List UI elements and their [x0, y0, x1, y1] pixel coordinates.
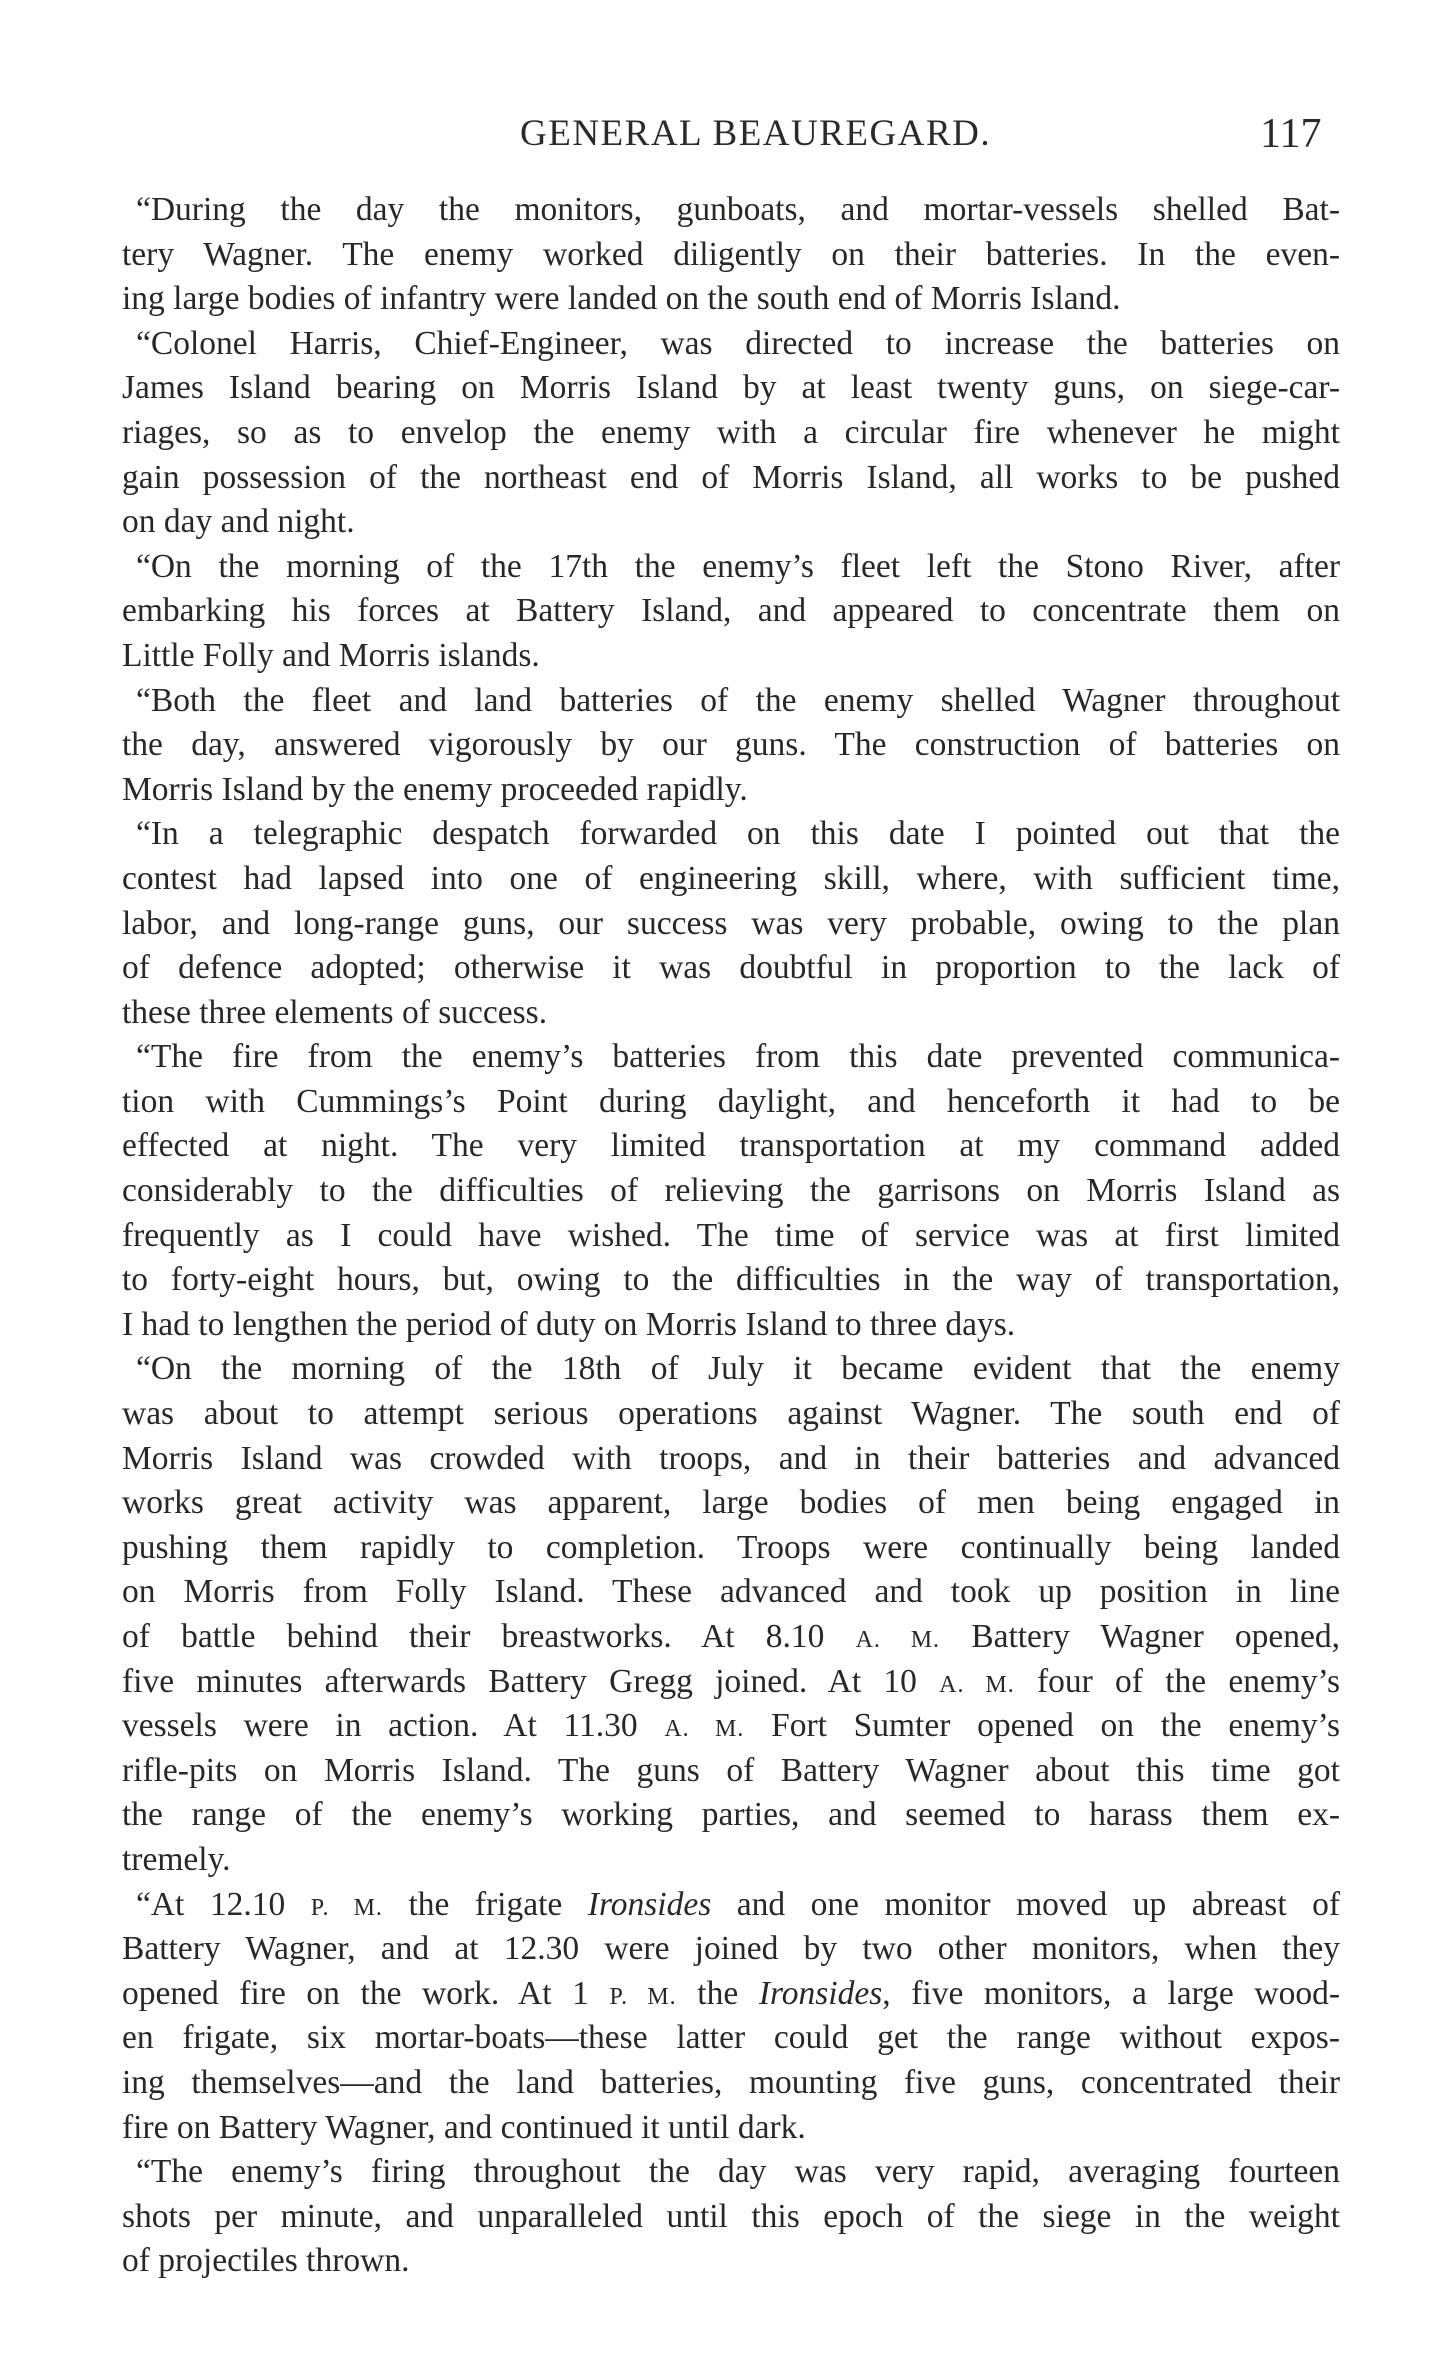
text-line: effected at night. The very limited transportation at my command added	[122, 1127, 1340, 1165]
ship-name-italic: Ironsides	[758, 1974, 883, 2012]
text-line: ing themselves—and the land batteries, mounting five guns, concentrated their	[122, 2063, 1340, 2101]
text-line: works great activity was apparent, large bodies of men being engaged in	[122, 1484, 1340, 1522]
text-line: James Island bearing on Morris Island by at least twenty guns, on siege-car-	[122, 369, 1340, 407]
small-caps-am: A. M.	[939, 1671, 1015, 1698]
text-line: “During the day the monitors, gunboats, and mortar-vessels shelled Bat-	[136, 191, 1340, 228]
text-line	[122, 1615, 1340, 1660]
running-head: GENERAL BEAUREGARD.	[520, 113, 992, 154]
text-line: tremely.	[122, 1840, 231, 1878]
text-line: labor, and long-range guns, our success was very probable, owing to the plan	[122, 904, 1340, 942]
text-line: “In a telegraphic despatch forwarded on this date I pointed out that the	[136, 815, 1340, 853]
body-text	[122, 188, 1340, 2284]
text-span: of battle behind their breastworks. At 8.10	[122, 1618, 825, 1655]
text-line: pushing them rapidly to completion. Troops were continually being landed	[122, 1528, 1340, 1566]
text-span: Fort Sumter opened on the enemy’s	[771, 1707, 1341, 1745]
small-caps-am: A. M.	[855, 1627, 941, 1653]
text-line	[122, 1972, 1340, 2017]
text-line	[122, 1704, 1340, 1749]
small-caps-pm: P. M.	[609, 1983, 677, 2010]
text-line: embarking his forces at Battery Island, and appeared to concentrate them on	[122, 592, 1340, 630]
text-line: these three elements of success.	[122, 993, 548, 1031]
text-span: five minutes afterwards Battery Gregg joined. At 10	[122, 1662, 917, 1700]
small-caps-am: A. M.	[664, 1716, 745, 1743]
text-line: fire on Battery Wagner, and continued it until dark.	[122, 2108, 806, 2146]
text-line: was about to attempt serious operations against Wagner. The south end of	[122, 1395, 1340, 1433]
text-line: rifle-pits on Morris Island. The guns of Battery Wagner about this time got	[122, 1751, 1340, 1789]
text-line	[122, 1660, 1340, 1705]
text-line: considerably to the difficulties of relieving the garrisons on Morris Island as	[122, 1172, 1340, 1210]
text-line: of projectiles thrown.	[122, 2242, 410, 2280]
text-line: “The enemy’s firing throughout the day was very rapid, averaging fourteen	[136, 2153, 1340, 2191]
text-line: “On the morning of the 18th of July it became evident that the enemy	[136, 1350, 1340, 1388]
text-line: Little Folly and Morris islands.	[122, 636, 540, 674]
text-line: “Colonel Harris, Chief-Engineer, was directed to increase the batteries on	[136, 324, 1340, 362]
text-line: frequently as I could have wished. The time of service was at first limited	[122, 1216, 1340, 1254]
text-line: contest had lapsed into one of engineering skill, where, with sufficient time,	[122, 859, 1340, 897]
text-line: riages, so as to envelop the enemy with a circular fire whenever he might	[122, 413, 1340, 451]
text-line	[122, 1883, 1340, 1928]
text-line: of defence adopted; otherwise it was doubtful in proportion to the lack of	[122, 949, 1340, 987]
text-line: tery Wagner. The enemy worked diligently on their batteries. In the even-	[122, 235, 1340, 273]
text-span: , five monitors, a large wood-	[882, 1974, 1340, 2012]
small-caps-pm: P. M.	[310, 1894, 383, 1921]
text-span: and one monitor moved up abreast of	[736, 1885, 1341, 1923]
text-span: opened fire on the work. At 1	[122, 1974, 589, 2012]
text-span: Battery Wagner opened,	[971, 1618, 1341, 1655]
text-line: gain possession of the northeast end of Morris Island, all works to be pushed	[122, 458, 1340, 496]
text-span: four of the enemy’s	[1036, 1662, 1341, 1700]
text-line: “Both the fleet and land batteries of the enemy shelled Wagner throughout	[136, 681, 1340, 719]
text-line: ing large bodies of infantry were landed on the south end of Morris Island.	[122, 280, 1121, 318]
text-span: vessels were in action. At 11.30	[122, 1707, 638, 1745]
text-line: shots per minute, and unparalleled until this epoch of the siege in the weight	[122, 2197, 1340, 2235]
text-line: I had to lengthen the period of duty on Morris Island to three days.	[122, 1305, 1016, 1343]
text-line: the day, answered vigorously by our guns. The construction of batteries on	[122, 726, 1340, 764]
text-line: on Morris from Folly Island. These advanced and took up position in line	[122, 1573, 1340, 1611]
text-line: Morris Island by the enemy proceeded rapidly.	[122, 770, 748, 808]
page-number: 117	[1260, 111, 1322, 157]
text-span: the	[697, 1974, 739, 2012]
text-line: to forty-eight hours, but, owing to the difficulties in the way of transportation,	[122, 1261, 1340, 1299]
text-line: on day and night.	[122, 503, 355, 541]
ship-name-italic: Ironsides	[587, 1885, 712, 1923]
text-line: tion with Cummings’s Point during daylight, and henceforth it had to be	[122, 1082, 1340, 1120]
text-line: Battery Wagner, and at 12.30 were joined by two other monitors, when they	[122, 1930, 1340, 1968]
text-line: “On the morning of the 17th the enemy’s fleet left the Stono River, after	[136, 547, 1340, 585]
text-line: “The fire from the enemy’s batteries from this date prevented communica-	[136, 1038, 1340, 1076]
text-span: the frigate	[408, 1885, 563, 1923]
text-line: the range of the enemy’s working parties, and seemed to harass them ex-	[122, 1796, 1340, 1834]
text-line: en frigate, six mortar-boats—these latter could get the range without expos-	[122, 2019, 1340, 2057]
text-line: Morris Island was crowded with troops, and in their batteries and advanced	[122, 1439, 1340, 1477]
text-span: “At 12.10	[136, 1885, 286, 1923]
